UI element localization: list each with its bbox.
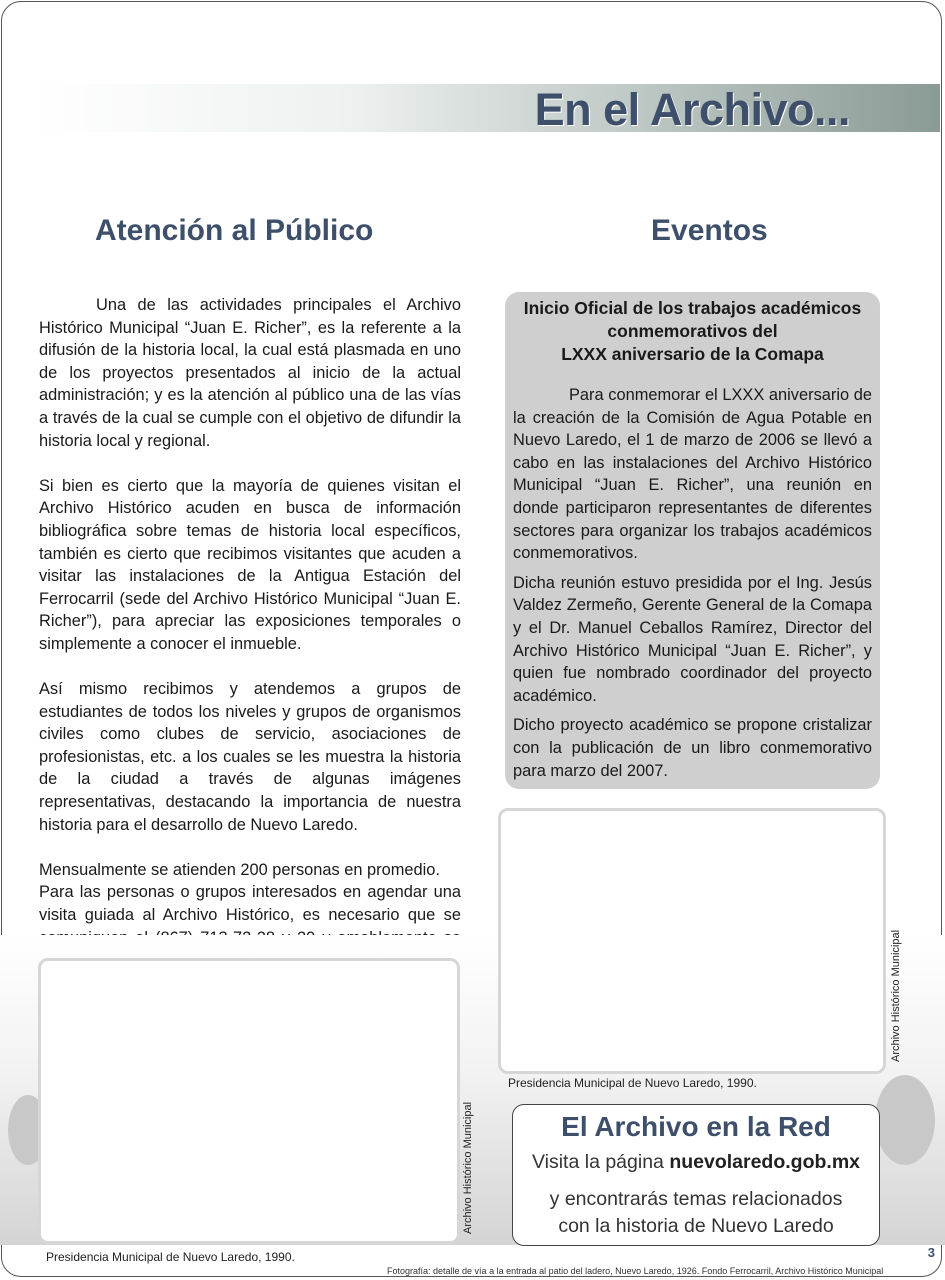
red-box-line: y encontrarás temas relacionados xyxy=(549,1188,843,1210)
paragraph: Así mismo recibimos y atendemos a grupos de estudiantes de todos los niveles y grupos de organismos civiles como clubes de servicio, asociaciones de profesionistas, etc. a los cuales se les muestra la historia de la ciudad a través de algunas imágenes representativas, destacando la importancia de nuestra historia para el desarrollo de Nuevo Laredo. xyxy=(39,680,461,834)
tree-shape xyxy=(875,1075,935,1165)
footer-photo-credit: Fotografía: detalle de vía a la entrada al patio del ladero, Nuevo Laredo, 1926. Fondo Ferrocarril, Archivo Histórico Municipal xyxy=(387,1266,884,1276)
paragraph: Mensualmente se atienden 200 personas en promedio. xyxy=(39,860,440,879)
photo-placeholder-right xyxy=(498,808,886,1074)
photo-caption-right: Presidencia Municipal de Nuevo Laredo, 1990. xyxy=(508,1076,757,1090)
photo-caption-left: Presidencia Municipal de Nuevo Laredo, 1990. xyxy=(46,1250,295,1264)
events-paragraph: Para conmemorar el LXXX aniversario de la creación de la Comisión de Agua Potable en Nuevo Laredo, el 1 de marzo de 2006 se llevó a cabo en las instalaciones del Archivo Histórico Municipal “Juan E. Richer”, una reunión en donde participaron representantes de diferentes sectores para organizar los trabajos académicos conmemorativos. xyxy=(513,386,872,563)
photo-vertical-credit: Archivo Histórico Municipal xyxy=(890,929,902,1062)
photo-placeholder-left xyxy=(38,958,460,1244)
red-box-line: con la historia de Nuevo Laredo xyxy=(558,1215,834,1237)
section-heading-eventos: Eventos xyxy=(651,214,768,247)
events-title-line: conmemorativos del xyxy=(607,321,778,341)
paragraph: Si bien es cierto que la mayoría de quienes visitan el Archivo Histórico acuden en busca de información bibliográfica sobre temas de historia local específicos, también es cierto que recibimos visitantes que acuden a visitar las instalaciones de la Antigua Estación del Ferrocarril (sede del Archivo Histórico Municipal “Juan E. Richer”), para apreciar las exposiciones temporales o simplemente a conocer el inmueble. xyxy=(39,476,461,653)
events-title-line: LXXX aniversario de la Comapa xyxy=(561,344,824,364)
red-box-line xyxy=(513,1149,879,1176)
website-link[interactable]: nuevolaredo.gob.mx xyxy=(669,1151,861,1173)
events-title-line: Inicio Oficial de los trabajos académicos xyxy=(523,298,862,318)
photo-vertical-credit: Archivo Histórico Municipal xyxy=(462,1101,474,1234)
events-paragraph: Dicha reunión estuvo presidida por el Ing. Jesús Valdez Zermeño, Gerente General de la Comapa y el Dr. Manuel Ceballos Ramírez, Director del Archivo Histórico Municipal “Juan E. Richer”, y quien fue nombrado coordinador del proyecto académico. xyxy=(513,573,872,705)
atencion-text xyxy=(39,294,461,972)
page-number: 3 xyxy=(927,1245,935,1260)
page-title: En el Archivo... xyxy=(534,84,850,135)
paragraph: Una de las actividades principales el Archivo Histórico Municipal “Juan E. Richer”, es la referente a la difusión de la historia local, la cual está plasmada en uno de los proyectos presentados al inicio de la actual administración; y es la atención al público una de las vías a través de la cual se cumple con el objetivo de difundir la historia local y regional. xyxy=(39,296,461,450)
events-paragraph: Dicho proyecto académico se propone cristalizar con la publicación de un libro conmemorativo para marzo del 2007. xyxy=(513,716,872,780)
events-box xyxy=(505,292,880,789)
section-heading-atencion: Atención al Público xyxy=(95,214,374,247)
archivo-en-la-red-box xyxy=(512,1104,880,1246)
events-title xyxy=(513,297,872,366)
paragraph: Para las personas o grupos interesados en agendar una visita guiada al Archivo Histórico, es necesario que se xyxy=(39,883,461,925)
red-box-title: El Archivo en la Red xyxy=(561,1111,831,1142)
red-box-line-prefix: Visita la página xyxy=(531,1151,664,1173)
